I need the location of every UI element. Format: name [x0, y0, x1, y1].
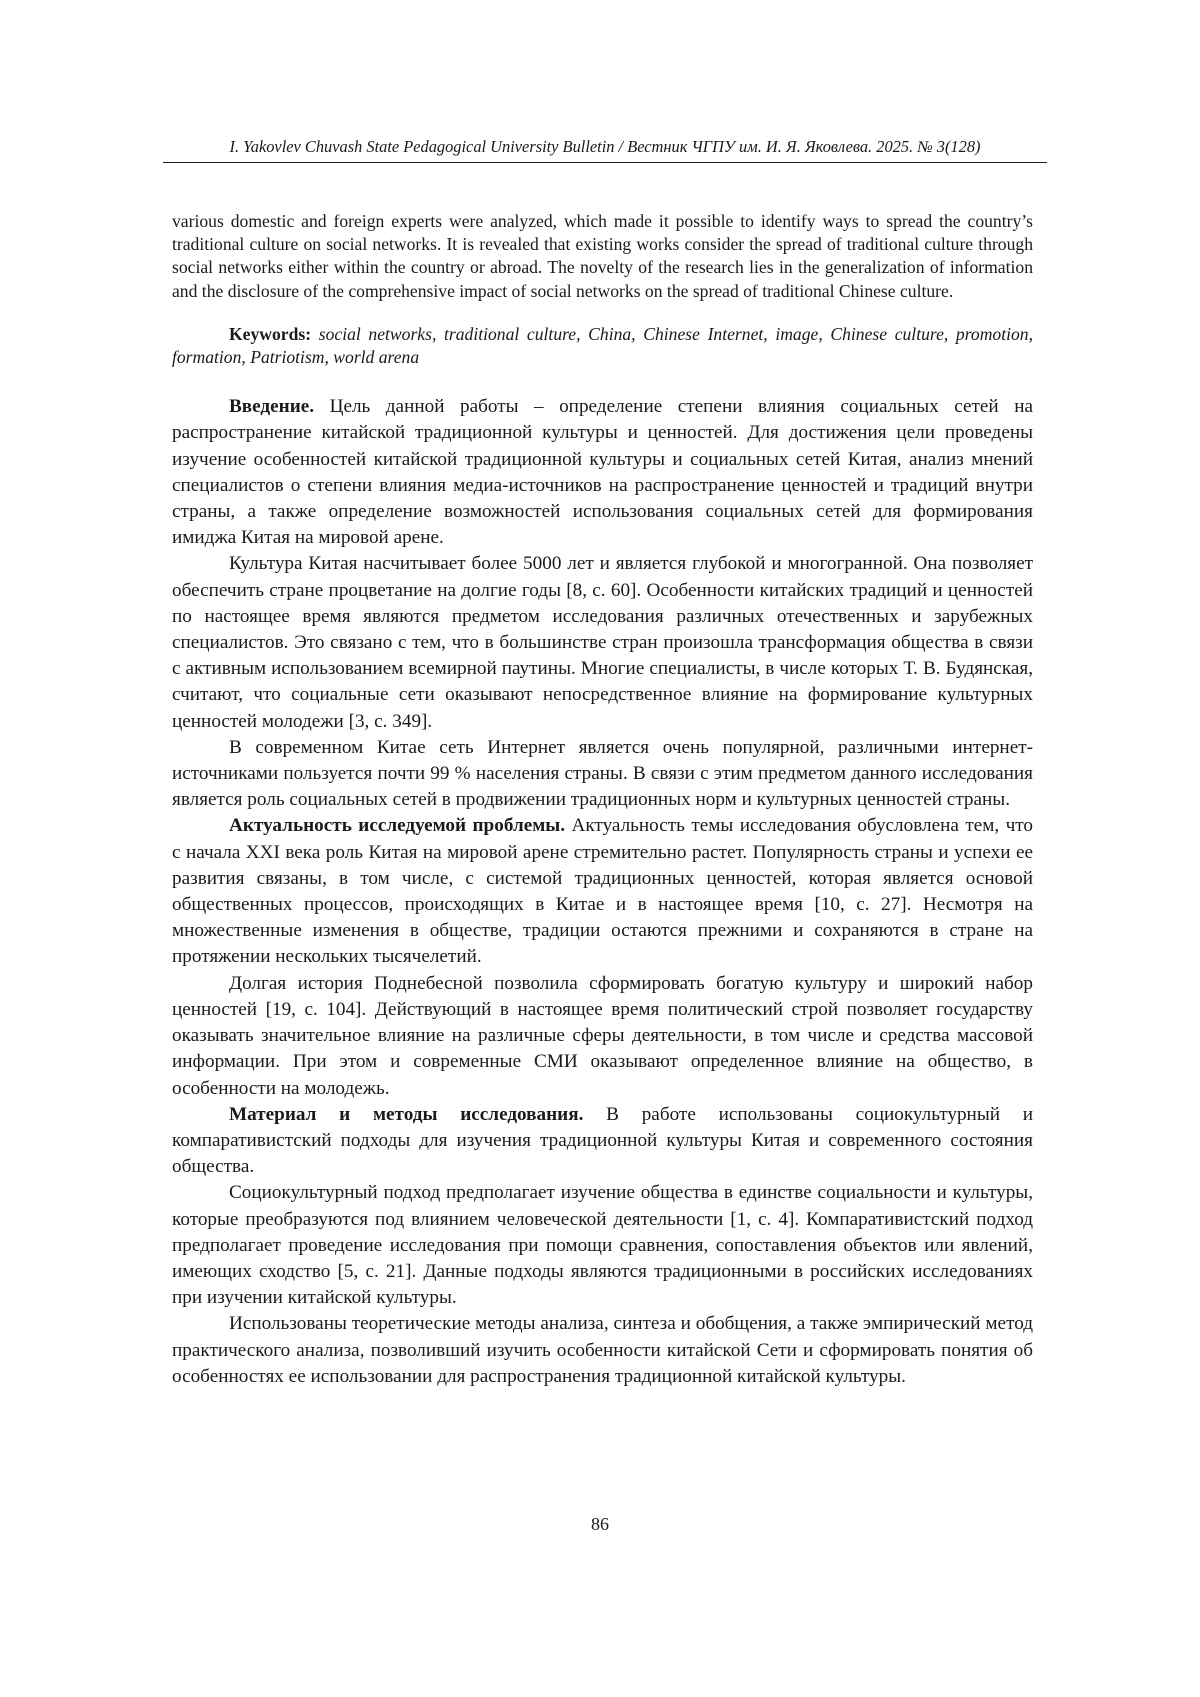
keywords-list: social networks, traditional culture, China, Chinese Internet, image, Chinese culture, promotion, formation, Patriotism, world arena [172, 323, 1033, 368]
paragraph-methods [172, 1102, 1033, 1181]
paragraph-introduction [172, 394, 1033, 551]
article-body [172, 394, 1033, 1390]
paragraph [172, 735, 1033, 814]
keywords-label: Keywords: [229, 323, 312, 344]
paragraph-text: В работе использованы социокультурный и компаративистский подходы для изучения традиционной культуры Китая и современного состояния общества. [172, 1103, 1034, 1178]
paragraph-text: В современном Китае сеть Интернет является очень популярной, различными интернет-источниками пользуется почти 99 % населения страны. В связи с этим предметом данного исследования является роль социальных сетей в продвижении традиционных норм и культурных ценностей страны. [172, 736, 1033, 811]
keywords [172, 323, 1033, 369]
running-head: I. Yakovlev Chuvash State Pedagogical University Bulletin / Вестник ЧГПУ им. И. Я. Яковлева. 2025. № 3(128) [163, 137, 1047, 163]
paragraph [172, 971, 1033, 1102]
paragraph-text: Использованы теоретические методы анализа, синтеза и обобщения, а также эмпирический метод практического анализа, позволивший изучить особенности китайской Сети и сформировать понятия об особенностях ее использовании для распространения традиционной китайской культуры. [172, 1313, 1033, 1387]
section-heading: Введение. [229, 396, 315, 418]
paragraph-relevance [172, 813, 1033, 970]
paragraph-text: Социокультурный подход предполагает изучение общества в единстве социальности и культуры, которые преобразуются под влиянием человеческой деятельности [1, с. 4]. Компаративистский подход предполагает проведение исследования при помощи сравнения, сопоставления объектов или явлений, имеющих сходство [5, с. 21]. Данные подходы являются традиционными в российских исследованиях при изучении китайской культуры. [172, 1182, 1033, 1309]
paragraph-text: Культура Китая насчитывает более 5000 лет и является глубокой и многогранной. Она позволяет обеспечить стране процветание на долгие годы [8, с. 60]. Особенности китайских традиций и ценностей по настоящее время являются предметом исследования различных отечественных и зарубежных специалистов. Это связано с тем, что в большинстве стран произошла трансформация общества в связи с активным использованием всемирной паутины. Многие специалисты, в числе которых Т. В. Будянская, считают, что социальные сети оказывают непосредственное влияние на формирование культурных ценностей молодежи [3, с. 349]. [172, 553, 1033, 732]
section-heading: Материал и методы исследования. [229, 1103, 584, 1125]
page-number: 86 [591, 1514, 609, 1534]
paragraph [172, 551, 1033, 734]
paragraph-text: Долгая история Поднебесной позволила сформировать богатую культуру и широкий набор ценностей [19, с. 104]. Действующий в настоящее время политический строй позволяет государству оказывать значительное влияние на различные сферы деятельности, в том числе и средства массовой информации. При этом и современные СМИ оказывают определенное влияние на общество, в особенности на молодежь. [172, 972, 1033, 1099]
section-heading: Актуальность исследуемой проблемы. [229, 815, 566, 837]
abstract-tail [172, 210, 1033, 303]
paragraph [172, 1180, 1033, 1311]
page-content [172, 210, 1033, 1390]
paragraph [172, 1311, 1033, 1390]
abstract-paragraph: various domestic and foreign experts were analyzed, which made it possible to identify ways to spread the country’s traditional culture on social networks. It is revealed that existing works consider the spread of traditional culture through social networks either within the country or abroad. The novelty of the research lies in the generalization of information and the disclosure of the comprehensive impact of social networks on the spread of traditional Chinese culture. [172, 211, 1033, 301]
paragraph-text: Цель данной работы – определение степени влияния социальных сетей на распространение китайской традиционной культуры и ценностей. Для достижения цели проведены изучение особенностей китайской традиционной культуры и социальных сетей Китая, анализ мнений специалистов о степени влияния медиа-источников на распространение ценностей и традиций внутри страны, а также определение возможностей использования социальных сетей для формирования имиджа Китая на мировой арене. [172, 396, 1033, 549]
paragraph-text: Актуальность темы исследования обусловлена тем, что с начала XXI века роль Китая на мировой арене стремительно растет. Популярность страны и успехи ее развития связаны, в том числе, с системой традиционных ценностей, которая является основой общественных процессов, происходящих в Китае и в настоящее время [10, с. 27]. Несмотря на множественные изменения в обществе, традиции остаются прежними и сохраняются в стране на протяжении нескольких тысячелетий. [172, 815, 1033, 968]
